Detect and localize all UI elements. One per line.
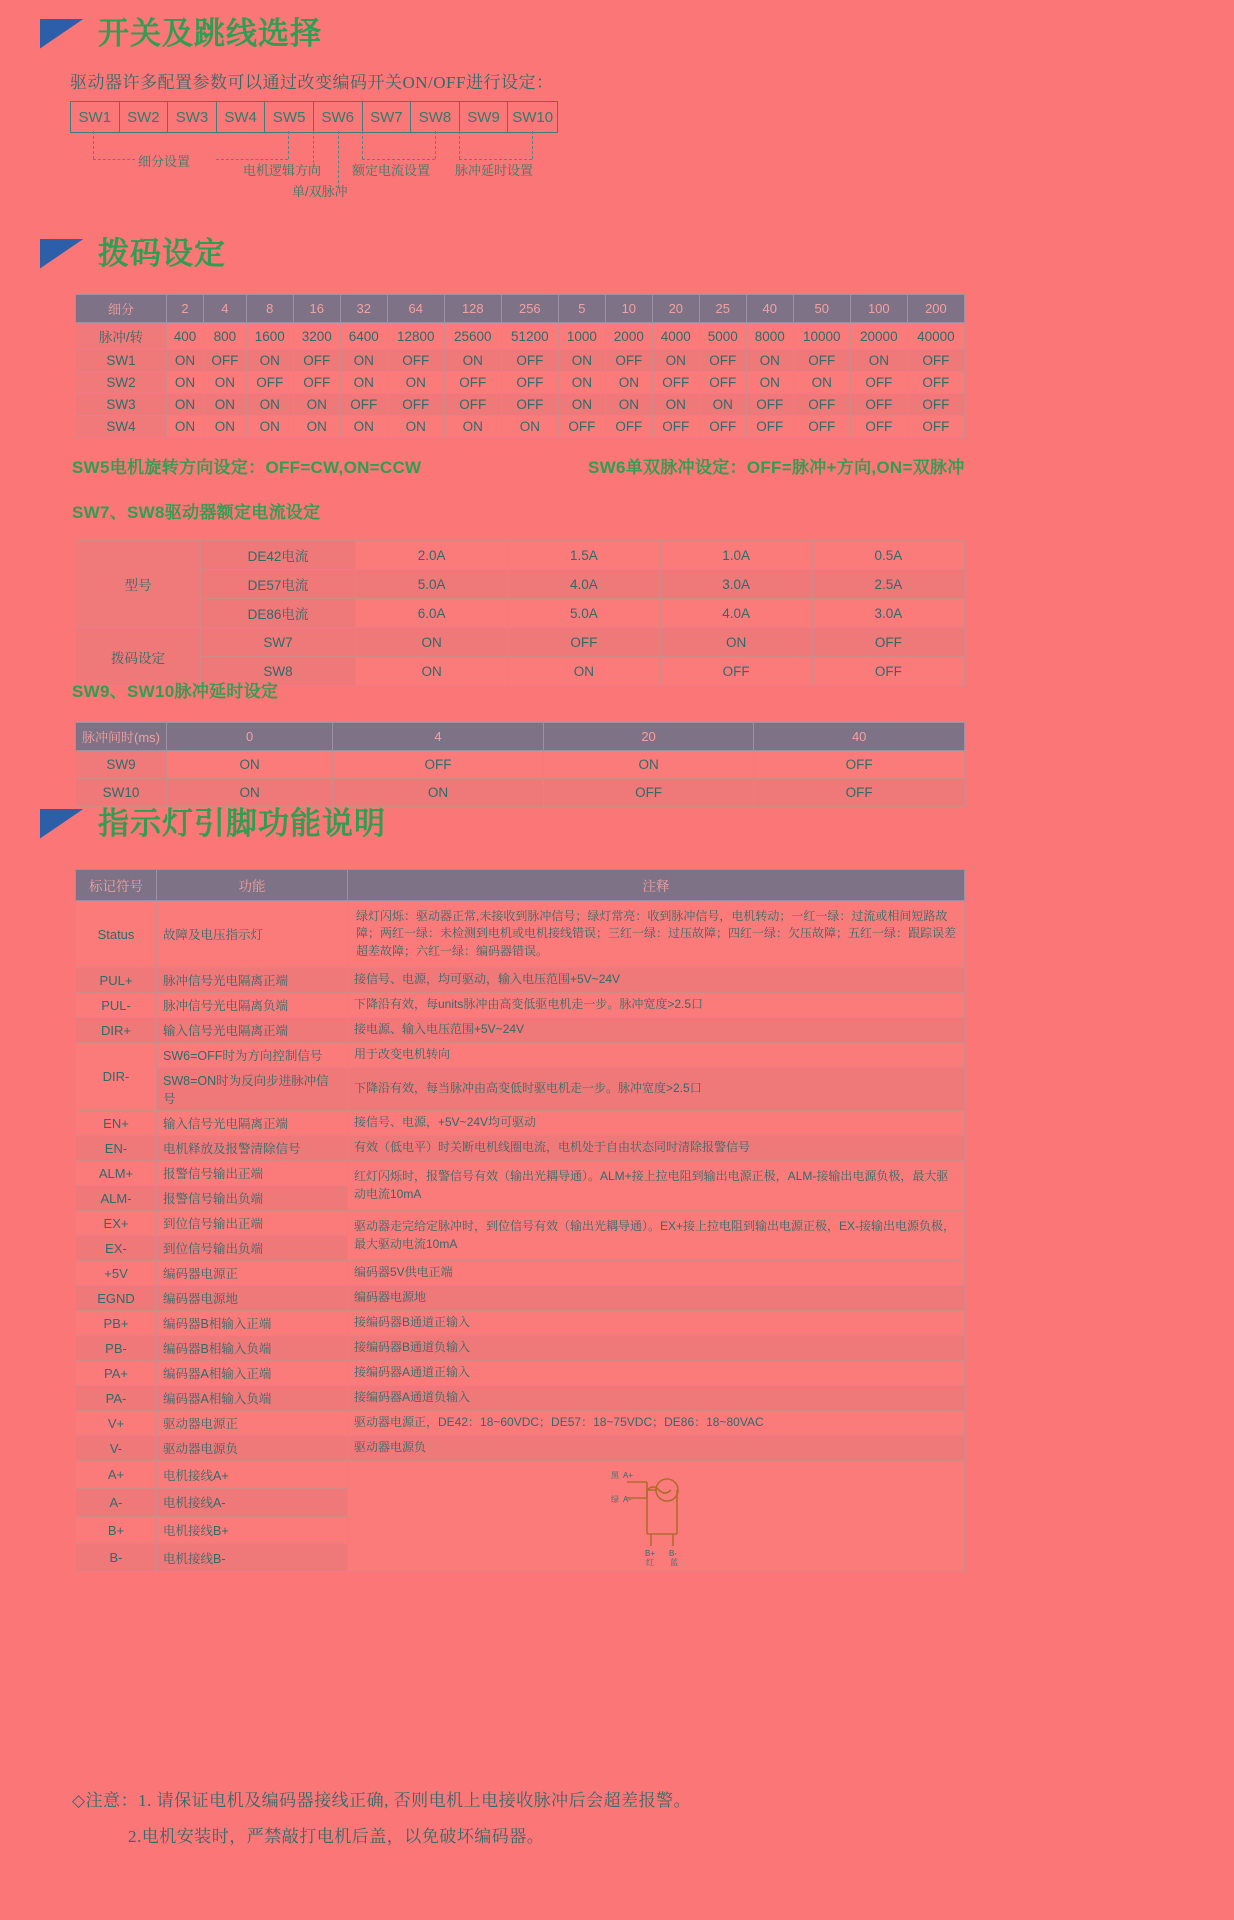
sw5-direction-line: SW5电机旋转方向设定：OFF=CW,ON=CCW bbox=[72, 458, 422, 477]
pin-function: 脉冲信号光电隔离正端 bbox=[157, 968, 348, 993]
bracket-label-motor-direction: 电机逻辑方向 bbox=[243, 163, 322, 178]
pin-symbol: A- bbox=[76, 1488, 157, 1516]
pin-function: 电机接线B- bbox=[157, 1544, 348, 1572]
table-row bbox=[76, 1336, 965, 1361]
col-header: 256 bbox=[501, 295, 558, 323]
table-row bbox=[76, 628, 965, 657]
table-cell: OFF bbox=[812, 628, 964, 657]
wire-label-black: 黑 bbox=[611, 1471, 619, 1481]
table-cell: ON bbox=[246, 350, 293, 372]
pin-symbol: EX+ bbox=[76, 1211, 157, 1236]
table-row bbox=[76, 1286, 965, 1311]
row-group-label-dip: 拨码设定 bbox=[76, 628, 201, 686]
table-cell: 8000 bbox=[746, 323, 793, 350]
bracket-line bbox=[338, 131, 339, 188]
pin-symbol: V+ bbox=[76, 1411, 157, 1436]
switch-jumper-intro: 驱动器许多配置参数可以通过改变编码开关ON/OFF进行设定： bbox=[70, 73, 554, 92]
table-cell: 20000 bbox=[850, 323, 907, 350]
subdivision-table bbox=[75, 294, 965, 438]
table-cell: ON bbox=[203, 394, 246, 416]
table-cell: 3200 bbox=[293, 323, 340, 350]
table-cell: 1600 bbox=[246, 323, 293, 350]
pin-function-table bbox=[75, 869, 965, 1572]
table-cell: OFF bbox=[850, 416, 907, 438]
table-cell: OFF bbox=[605, 416, 652, 438]
bracket-line bbox=[93, 159, 135, 160]
table-cell: ON bbox=[167, 394, 204, 416]
table-row bbox=[76, 1136, 965, 1161]
section-heading-dip-setting bbox=[40, 238, 226, 269]
pin-function: 编码器B相输入负端 bbox=[157, 1336, 348, 1361]
col-header: 5 bbox=[558, 295, 605, 323]
table-cell: OFF bbox=[907, 350, 964, 372]
table-cell: OFF bbox=[793, 416, 850, 438]
col-header: 20 bbox=[652, 295, 699, 323]
table-cell: OFF bbox=[652, 372, 699, 394]
col-header: 10 bbox=[605, 295, 652, 323]
pulse-delay-table bbox=[75, 722, 965, 807]
section-title-led-pin: 指示灯引脚功能说明 bbox=[98, 806, 386, 841]
table-cell: ON bbox=[660, 628, 812, 657]
table-cell: ON bbox=[167, 372, 204, 394]
pin-note: 接信号、电源，+5V~24V均可驱动 bbox=[348, 1111, 965, 1136]
table-cell: 2.0A bbox=[356, 541, 508, 570]
table-cell: ON bbox=[543, 751, 754, 779]
table-row bbox=[76, 779, 965, 807]
bracket-line bbox=[459, 131, 460, 159]
col-header: 0 bbox=[167, 723, 333, 751]
table-cell: ON bbox=[333, 779, 544, 807]
pin-function: 电机接线B+ bbox=[157, 1516, 348, 1544]
wire-label-a-minus: A- bbox=[623, 1495, 631, 1505]
pin-function: 编码器B相输入正端 bbox=[157, 1311, 348, 1336]
bracket-label-subdivision: 细分设置 bbox=[138, 154, 191, 169]
table-cell: OFF bbox=[501, 394, 558, 416]
table-row bbox=[76, 751, 965, 779]
table-row bbox=[76, 1461, 965, 1489]
table-cell: ON bbox=[444, 350, 501, 372]
col-header: 4 bbox=[333, 723, 544, 751]
pin-note: 接电源、输入电压范围+5V~24V bbox=[348, 1018, 965, 1043]
table-cell: OFF bbox=[333, 751, 544, 779]
table-cell: 10000 bbox=[793, 323, 850, 350]
col-header: 64 bbox=[387, 295, 444, 323]
pin-symbol: PB+ bbox=[76, 1311, 157, 1336]
table-cell: OFF bbox=[660, 657, 812, 686]
col-header: 40 bbox=[746, 295, 793, 323]
switch-cell-sw2[interactable]: SW2 bbox=[120, 102, 169, 132]
pin-note: 接编码器A通道正输入 bbox=[348, 1361, 965, 1386]
switch-cell-sw1[interactable]: SW1 bbox=[71, 102, 120, 132]
table-header-row bbox=[76, 723, 965, 751]
pin-symbol: PB- bbox=[76, 1336, 157, 1361]
table-cell: ON bbox=[203, 372, 246, 394]
pin-note: 编码器5V供电正端 bbox=[348, 1261, 965, 1286]
pin-function: 报警信号输出负端 bbox=[157, 1186, 348, 1211]
table-row bbox=[76, 372, 965, 394]
table-cell: 0.5A bbox=[812, 541, 964, 570]
table-cell: ON bbox=[340, 350, 387, 372]
col-header: 16 bbox=[293, 295, 340, 323]
table-cell: OFF bbox=[340, 394, 387, 416]
table-cell: OFF bbox=[501, 350, 558, 372]
table-cell: 3.0A bbox=[812, 599, 964, 628]
pin-symbol: DIR+ bbox=[76, 1018, 157, 1043]
wire-label-blue: 蓝 bbox=[670, 1558, 678, 1568]
table-row bbox=[76, 1018, 965, 1043]
wire-label-b-plus: B+ bbox=[645, 1549, 656, 1559]
pin-symbol: PUL+ bbox=[76, 968, 157, 993]
note-line-2: 2.电机安装时，严禁敲打电机后盖，以免破坏编码器。 bbox=[128, 1827, 545, 1846]
pin-function: 报警信号输出正端 bbox=[157, 1161, 348, 1186]
table-cell: OFF bbox=[652, 416, 699, 438]
table-cell: OFF bbox=[850, 394, 907, 416]
col-header: 脉冲间时(ms) bbox=[76, 723, 167, 751]
table-row bbox=[76, 901, 965, 968]
table-cell: ON bbox=[850, 350, 907, 372]
table-row bbox=[76, 599, 965, 628]
table-cell: 51200 bbox=[501, 323, 558, 350]
bracket-line bbox=[362, 131, 363, 159]
table-row bbox=[76, 968, 965, 993]
table-cell: ON bbox=[167, 416, 204, 438]
table-cell: OFF bbox=[907, 416, 964, 438]
table-cell: OFF bbox=[754, 751, 965, 779]
section-heading-switch-jumper bbox=[40, 18, 322, 49]
pin-function: 编码器A相输入正端 bbox=[157, 1361, 348, 1386]
table-cell: ON bbox=[605, 372, 652, 394]
col-header: 8 bbox=[246, 295, 293, 323]
table-cell: OFF bbox=[746, 416, 793, 438]
pin-note: 绿灯闪烁：驱动器正常,未接收到脉冲信号；绿灯常亮：收到脉冲信号，电机转动；一红一绿：过流或相间短路故障；两红一绿：未检测到电机或电机接线错误；三红一绿：过压故障；四红一绿：欠压故障；五红一绿：跟踪误差超差故障；六红一绿：编码器错误。 bbox=[348, 901, 965, 968]
col-header: 32 bbox=[340, 295, 387, 323]
pin-function: 到位信号输出负端 bbox=[157, 1236, 348, 1261]
pin-function: 输入信号光电隔离正端 bbox=[157, 1111, 348, 1136]
table-row bbox=[76, 1043, 965, 1068]
table-cell: ON bbox=[387, 416, 444, 438]
pin-note: 下降沿有效，每units脉冲由高变低驱电机走一步。脉冲宽度>2.5口 bbox=[348, 993, 965, 1018]
row-label: DE57电流 bbox=[201, 570, 356, 599]
pin-note: 接编码器B通道负输入 bbox=[348, 1336, 965, 1361]
table-cell: OFF bbox=[558, 416, 605, 438]
switch-cell-sw3[interactable]: SW3 bbox=[168, 102, 217, 132]
table-cell: OFF bbox=[203, 350, 246, 372]
pin-function: 输入信号光电隔离正端 bbox=[157, 1018, 348, 1043]
row-label: 脉冲/转 bbox=[76, 323, 167, 350]
pin-symbol: EN- bbox=[76, 1136, 157, 1161]
table-cell: ON bbox=[356, 628, 508, 657]
pin-symbol: B- bbox=[76, 1544, 157, 1572]
pin-function: 编码器电源正 bbox=[157, 1261, 348, 1286]
table-cell: 400 bbox=[167, 323, 204, 350]
row-label: SW10 bbox=[76, 779, 167, 807]
table-cell: 6400 bbox=[340, 323, 387, 350]
note-line-1: ◇注意：1. 请保证电机及编码器接线正确, 否则电机上电接收脉冲后会超差报警。 bbox=[72, 1791, 692, 1810]
pin-note: 编码器电源地 bbox=[348, 1286, 965, 1311]
table-cell: ON bbox=[167, 751, 333, 779]
pin-function: SW6=OFF时为方向控制信号 bbox=[157, 1043, 348, 1068]
table-cell: ON bbox=[699, 394, 746, 416]
table-cell: OFF bbox=[754, 779, 965, 807]
table-cell: 4000 bbox=[652, 323, 699, 350]
table-row bbox=[76, 993, 965, 1018]
sw6-pulse-line: SW6单双脉冲设定：OFF=脉冲+方向,ON=双脉冲 bbox=[588, 458, 965, 477]
triangle-flag-icon bbox=[40, 19, 84, 49]
bracket-line bbox=[532, 131, 533, 159]
table-row bbox=[76, 1111, 965, 1136]
table-cell: 1.5A bbox=[508, 541, 660, 570]
table-cell: ON bbox=[167, 350, 204, 372]
table-cell: 2.5A bbox=[812, 570, 964, 599]
table-cell: OFF bbox=[246, 372, 293, 394]
table-cell: OFF bbox=[444, 372, 501, 394]
wiring-schematic-icon bbox=[581, 1464, 731, 1568]
table-row bbox=[76, 1411, 965, 1436]
pin-symbol: PA+ bbox=[76, 1361, 157, 1386]
pin-symbol: +5V bbox=[76, 1261, 157, 1286]
table-cell: ON bbox=[652, 350, 699, 372]
table-cell: OFF bbox=[850, 372, 907, 394]
pin-note: 驱动器电源正，DE42：18~60VDC；DE57：18~75VDC；DE86：18~80VAC bbox=[348, 1411, 965, 1436]
row-label: SW4 bbox=[76, 416, 167, 438]
pin-function: 驱动器电源负 bbox=[157, 1436, 348, 1461]
col-header: 40 bbox=[754, 723, 965, 751]
col-header-function: 功能 bbox=[157, 870, 348, 901]
table-cell: ON bbox=[246, 394, 293, 416]
pin-note: 有效（低电平）时关断电机线圈电流，电机处于自由状态同时清除报警信号 bbox=[348, 1136, 965, 1161]
table-cell: OFF bbox=[543, 779, 754, 807]
table-cell: OFF bbox=[293, 350, 340, 372]
sw78-current-line: SW7、SW8驱动器额定电流设定 bbox=[72, 503, 321, 522]
section-title-dip-setting: 拨码设定 bbox=[98, 236, 226, 271]
pin-symbol: EGND bbox=[76, 1286, 157, 1311]
col-header: 200 bbox=[907, 295, 964, 323]
table-cell: 4.0A bbox=[660, 599, 812, 628]
pin-symbol: ALM+ bbox=[76, 1161, 157, 1186]
table-cell: 3.0A bbox=[660, 570, 812, 599]
table-cell: ON bbox=[293, 416, 340, 438]
table-row bbox=[76, 323, 965, 350]
pin-function: 编码器电源地 bbox=[157, 1286, 348, 1311]
switch-cell-sw7[interactable]: SW7 bbox=[363, 102, 412, 132]
col-header-symbol: 标记符号 bbox=[76, 870, 157, 901]
row-label: DE42电流 bbox=[201, 541, 356, 570]
col-header: 2 bbox=[167, 295, 204, 323]
table-cell: 12800 bbox=[387, 323, 444, 350]
table-cell: ON bbox=[558, 372, 605, 394]
pin-note: 驱动器走完给定脉冲时，到位信号有效（输出光耦导通）。EX+接上拉电阻到输出电源正极，EX-接输出电源负极，最大驱动电流10mA bbox=[348, 1211, 965, 1261]
table-cell: ON bbox=[746, 372, 793, 394]
wire-label-red: 红 bbox=[646, 1558, 654, 1568]
row-label: SW9 bbox=[76, 751, 167, 779]
sw910-delay-line: SW9、SW10脉冲延时设定 bbox=[72, 682, 279, 701]
pin-function: 电机释放及报警清除信号 bbox=[157, 1136, 348, 1161]
switch-cell-sw6[interactable]: SW6 bbox=[314, 102, 363, 132]
table-cell: OFF bbox=[605, 350, 652, 372]
table-row bbox=[76, 1311, 965, 1336]
pin-symbol: PA- bbox=[76, 1386, 157, 1411]
table-row bbox=[76, 394, 965, 416]
bracket-line bbox=[288, 131, 289, 159]
table-row bbox=[76, 416, 965, 438]
table-cell: ON bbox=[246, 416, 293, 438]
table-cell: OFF bbox=[293, 372, 340, 394]
table-cell: OFF bbox=[699, 372, 746, 394]
pin-note: 下降沿有效，每当脉冲由高变低时驱电机走一步。脉冲宽度>2.5口 bbox=[348, 1068, 965, 1111]
table-cell: ON bbox=[356, 657, 508, 686]
table-cell: 800 bbox=[203, 323, 246, 350]
row-label: SW1 bbox=[76, 350, 167, 372]
switch-cell-sw4[interactable]: SW4 bbox=[217, 102, 266, 132]
table-cell: 5.0A bbox=[356, 570, 508, 599]
table-cell: OFF bbox=[387, 394, 444, 416]
wire-label-b-minus: B- bbox=[669, 1549, 677, 1559]
table-cell: ON bbox=[293, 394, 340, 416]
table-row bbox=[76, 570, 965, 599]
bracket-label-rated-current: 额定电流设置 bbox=[352, 163, 431, 178]
table-cell: ON bbox=[387, 372, 444, 394]
table-cell: 25600 bbox=[444, 323, 501, 350]
table-cell: OFF bbox=[699, 416, 746, 438]
table-row bbox=[76, 1436, 965, 1461]
table-header-row bbox=[76, 870, 965, 901]
row-label: DE86电流 bbox=[201, 599, 356, 628]
current-setting-table bbox=[75, 540, 965, 686]
motor-wiring-diagram bbox=[348, 1461, 965, 1572]
pin-function: 故障及电压指示灯 bbox=[157, 901, 348, 968]
col-header: 4 bbox=[203, 295, 246, 323]
table-cell: 4.0A bbox=[508, 570, 660, 599]
table-cell: ON bbox=[652, 394, 699, 416]
triangle-flag-icon bbox=[40, 239, 84, 269]
table-cell: ON bbox=[444, 416, 501, 438]
switch-cell-sw5[interactable]: SW5 bbox=[265, 102, 314, 132]
pin-symbol: EX- bbox=[76, 1236, 157, 1261]
col-header: 100 bbox=[850, 295, 907, 323]
switch-strip bbox=[70, 101, 558, 133]
section-title-switch-jumper: 开关及跳线选择 bbox=[98, 16, 322, 51]
pin-symbol: Status bbox=[76, 901, 157, 968]
row-group-label-model: 型号 bbox=[76, 541, 201, 628]
switch-cell-sw8[interactable]: SW8 bbox=[411, 102, 460, 132]
pin-symbol: A+ bbox=[76, 1461, 157, 1489]
table-cell: 1.0A bbox=[660, 541, 812, 570]
col-header: 细分 bbox=[76, 295, 167, 323]
pin-symbol: B+ bbox=[76, 1516, 157, 1544]
table-cell: OFF bbox=[812, 657, 964, 686]
table-cell: 6.0A bbox=[356, 599, 508, 628]
table-row bbox=[76, 1161, 965, 1186]
bracket-line bbox=[435, 131, 436, 159]
col-header: 128 bbox=[444, 295, 501, 323]
section-heading-led-pin bbox=[40, 808, 386, 839]
pin-function: 驱动器电源正 bbox=[157, 1411, 348, 1436]
table-cell: ON bbox=[203, 416, 246, 438]
table-cell: OFF bbox=[508, 628, 660, 657]
table-row bbox=[76, 350, 965, 372]
table-cell: ON bbox=[340, 372, 387, 394]
table-row bbox=[76, 541, 965, 570]
pin-function: 编码器A相输入负端 bbox=[157, 1386, 348, 1411]
pin-symbol: PUL- bbox=[76, 993, 157, 1018]
table-cell: ON bbox=[167, 779, 333, 807]
col-header-note: 注释 bbox=[348, 870, 965, 901]
table-cell: ON bbox=[340, 416, 387, 438]
pin-function: 电机接线A- bbox=[157, 1488, 348, 1516]
table-cell: 2000 bbox=[605, 323, 652, 350]
table-cell: ON bbox=[746, 350, 793, 372]
col-header: 20 bbox=[543, 723, 754, 751]
table-row bbox=[76, 1068, 965, 1111]
pin-note: 驱动器电源负 bbox=[348, 1436, 965, 1461]
table-row bbox=[76, 1361, 965, 1386]
table-cell: 5.0A bbox=[508, 599, 660, 628]
col-header: 50 bbox=[793, 295, 850, 323]
row-label: SW7 bbox=[201, 628, 356, 657]
pin-symbol: ALM- bbox=[76, 1186, 157, 1211]
row-label: SW2 bbox=[76, 372, 167, 394]
table-header-row bbox=[76, 295, 965, 323]
table-cell: 5000 bbox=[699, 323, 746, 350]
pin-note: 接信号、电源，均可驱动，输入电压范围+5V~24V bbox=[348, 968, 965, 993]
pin-function: 电机接线A+ bbox=[157, 1461, 348, 1489]
table-cell: OFF bbox=[907, 372, 964, 394]
table-cell: 1000 bbox=[558, 323, 605, 350]
table-cell: ON bbox=[558, 350, 605, 372]
pin-note: 接编码器B通道正输入 bbox=[348, 1311, 965, 1336]
bracket-label-pulse-mode: 单/双脉冲 bbox=[292, 184, 348, 199]
triangle-flag-icon bbox=[40, 809, 84, 839]
table-cell: OFF bbox=[444, 394, 501, 416]
table-cell: ON bbox=[508, 657, 660, 686]
table-cell: ON bbox=[605, 394, 652, 416]
table-cell: OFF bbox=[501, 372, 558, 394]
table-cell: OFF bbox=[746, 394, 793, 416]
pin-note: 接编码器A通道负输入 bbox=[348, 1386, 965, 1411]
pin-symbol: EN+ bbox=[76, 1111, 157, 1136]
table-row bbox=[76, 1211, 965, 1236]
table-row bbox=[76, 1386, 965, 1411]
row-label: SW8 bbox=[201, 657, 356, 686]
table-cell: OFF bbox=[699, 350, 746, 372]
table-cell: ON bbox=[793, 372, 850, 394]
pin-note: 用于改变电机转向 bbox=[348, 1043, 965, 1068]
row-label: SW3 bbox=[76, 394, 167, 416]
bracket-line bbox=[93, 131, 94, 159]
wire-label-green: 绿 bbox=[611, 1495, 619, 1505]
pin-symbol: V- bbox=[76, 1436, 157, 1461]
switch-cell-sw10[interactable]: SW10 bbox=[512, 108, 554, 126]
pin-note: 红灯闪烁时，报警信号有效（输出光耦导通）。ALM+接上拉电阻到输出电源正极，ALM-接输出电源负极，最大驱动电流10mA bbox=[348, 1161, 965, 1211]
pin-symbol: DIR- bbox=[76, 1043, 157, 1111]
table-cell: OFF bbox=[793, 350, 850, 372]
table-cell: OFF bbox=[907, 394, 964, 416]
table-cell: OFF bbox=[387, 350, 444, 372]
pin-function: 到位信号输出正端 bbox=[157, 1211, 348, 1236]
switch-cell-sw9[interactable]: SW9 bbox=[460, 102, 509, 132]
table-cell: OFF bbox=[793, 394, 850, 416]
wire-label-a-plus: A+ bbox=[623, 1471, 634, 1481]
pin-function: 脉冲信号光电隔离负端 bbox=[157, 993, 348, 1018]
table-cell: ON bbox=[501, 416, 558, 438]
bracket-label-pulse-delay: 脉冲延时设置 bbox=[455, 163, 534, 178]
table-cell: ON bbox=[558, 394, 605, 416]
table-row bbox=[76, 1261, 965, 1286]
col-header: 25 bbox=[699, 295, 746, 323]
table-cell: 40000 bbox=[907, 323, 964, 350]
pin-function: SW8=ON时为反向步进脉冲信号 bbox=[157, 1068, 348, 1111]
